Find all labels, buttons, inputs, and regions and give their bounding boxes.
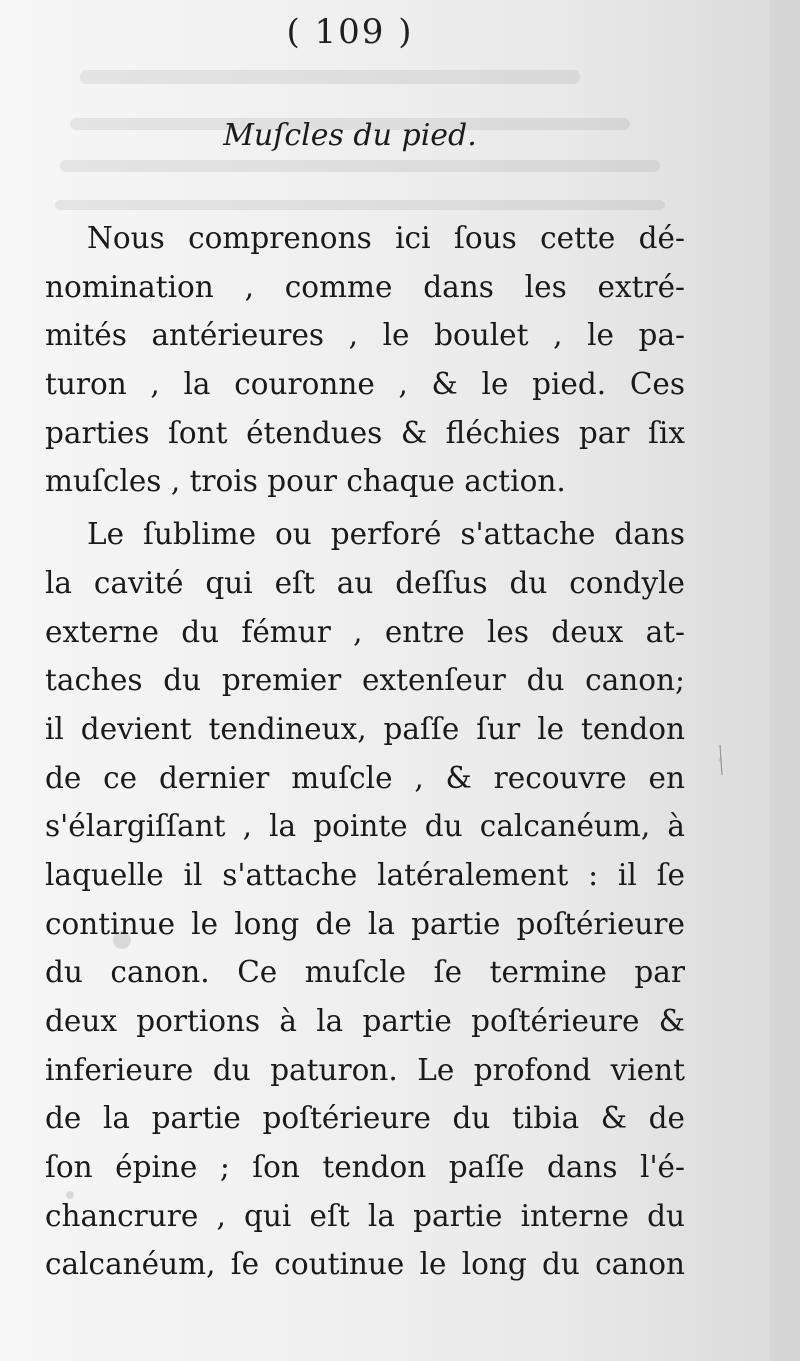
text-line: de la partie poſtérieure du tibia & de (45, 1101, 685, 1136)
page-number: ( 109 ) (286, 12, 414, 52)
text-line: de ce dernier muſcle , & recouvre en (45, 760, 685, 795)
text-line: nomination , comme dans les extré- (45, 269, 685, 304)
text-line: inferieure du paturon. Le profond vient (45, 1052, 685, 1087)
text-line: externe du fémur , entre les deux at- (45, 614, 685, 649)
section-heading: Muſcles du pied. (223, 118, 477, 153)
text-line: Le ſublime ou perforé s'attache dans (87, 517, 685, 552)
text-line: calcanéum, ſe coutinue le long du canon (45, 1247, 685, 1282)
paragraph-1 (45, 214, 685, 506)
paragraph-2 (45, 510, 685, 1289)
text-line: turon , la couronne , & le pied. Ces (45, 367, 685, 402)
text-line: laquelle il s'attache latéralement : il ſe (45, 857, 685, 892)
text-line: Nous comprenons ici ſous cette dé- (87, 221, 685, 255)
body-text (45, 214, 685, 1289)
text-line: continue le long de la partie poſtérieure (45, 906, 685, 941)
text-line: taches du premier extenſeur du canon; (45, 663, 685, 698)
text-line: muſcles , trois pour chaque action. (45, 464, 566, 499)
text-line: ſon épine ; ſon tendon paſſe dans l'é- (45, 1150, 685, 1185)
text-line: deux portions à la partie poſtérieure & (45, 1004, 685, 1038)
text-line: du canon. Ce muſcle ſe termine par (45, 955, 685, 990)
text-line: la cavité qui eſt au deſſus du condyle (45, 565, 685, 600)
text-line: chancrure , qui eſt la partie interne du (45, 1198, 685, 1233)
text-line: mités antérieures , le boulet , le pa- (45, 318, 685, 353)
text-line: s'élargiſſant , la pointe du calcanéum, à (45, 809, 685, 844)
text-line: il devient tendineux, paſſe ſur le tendon (45, 711, 685, 746)
text-line: parties ſont étendues & fléchies par ſix (45, 415, 685, 450)
